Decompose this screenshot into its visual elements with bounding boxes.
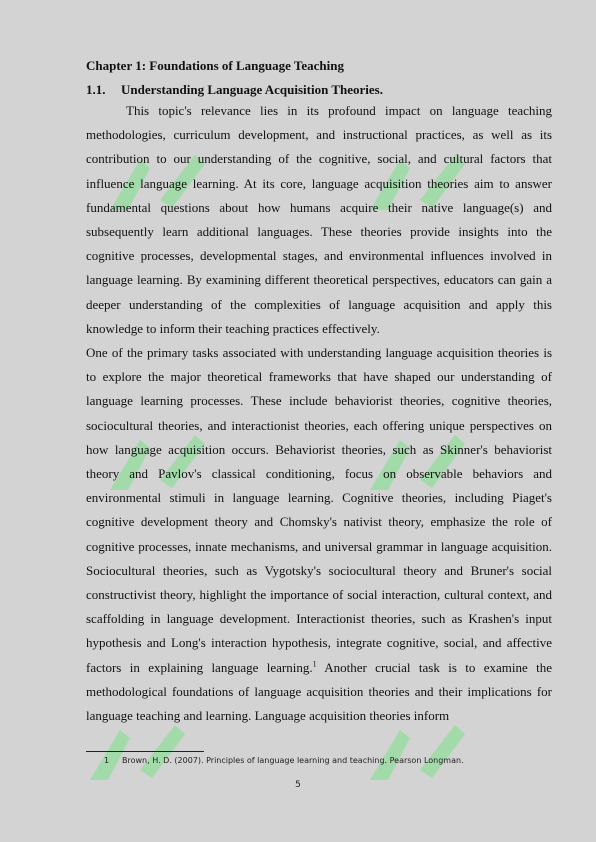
footnote-mark: 1 [104,756,110,765]
section-number: 1.1. [86,82,106,97]
footnote-reference[interactable]: 1 [312,659,317,669]
section-heading [86,80,552,99]
paragraph-2 [86,341,552,728]
chapter-title: Chapter 1: Foundations of Language Teaching [86,58,345,73]
paragraph-1: This topic's relevance lies in its profound impact on language teaching methodologies, curriculum development, and instructional practices, as well as its contribution to our understanding of the cognitive, social, and cultural factors that influence language learning. At its core, language acquisition theories aim to answer fundamental questions about how humans acquire their native language(s) and subsequently learn additional languages. These theories provide insights into the cognitive processes, developmental stages, and environmental influences involved in language learning. By examining different theoretical perspectives, educators can gain a deeper understanding of the complexities of language acquisition and apply this knowledge to inform their teaching practices effectively. [86,103,552,336]
paragraph-2-text-b: Another crucial task is to examine the methodological foundations of language acquisition theories and their implications for language teaching and learning. Language acquisition theories inform [86,659,552,724]
page-number: 5 [295,780,301,790]
section-title: Understanding Language Acquisition Theories. [121,82,383,97]
paragraph-2-text-a: One of the primary tasks associated with understanding language acquisition theories is to explore the major theoretical frameworks that have shaped our understanding of language learning processes. These include behaviorist theories, cognitive theories, sociocultural theories, and interactionist theories, each offering unique perspectives on how language acquisition occurs. Behaviorist theories, such as Skinner's behaviorist theory and Pavlov's classical conditioning, focus on observable behaviors and environmental stimuli in language learning. Cognitive theories, including Piaget's cognitive development theory and Chomsky's nativist theory, emphasize the role of cognitive processes, innate mechanisms, and universal grammar in language acquisition. Sociocultural theories, such as Vygotsky's sociocultural theory and Bruner's social constructivist theory, highlight the importance of social interaction, cultural context, and scaffolding in language development. Interactionist theories, such as Krashen's input hypothesis and Long's interaction hypothesis, integrate cognitive, social, and affective factors in explaining language learning. [86,345,552,675]
footnote [86,756,552,765]
page-content [86,56,552,728]
footnote-divider [86,751,204,752]
footnote-text: Brown, H. D. (2007). Principles of language learning and teaching. Pearson Longman. [122,756,464,765]
